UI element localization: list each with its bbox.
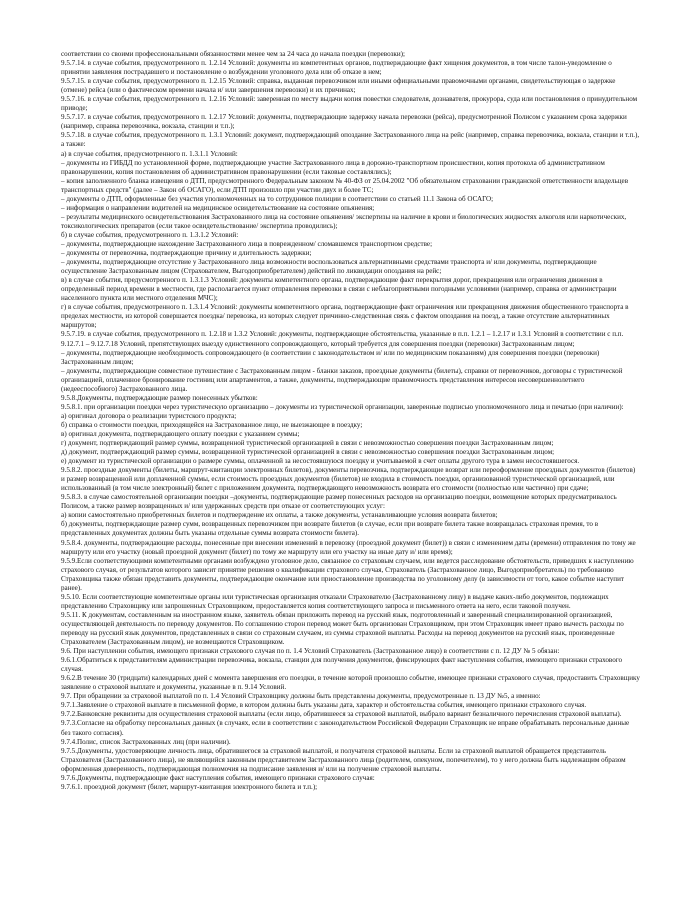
document-line: е) документ из туристической организации о размере суммы, оплаченной за несостоявшуюся поездку и учитываемой в счет оплаты другого тура в замен несостоявшегося. [61, 457, 580, 466]
document-line: – документы о ДТП, оформленные без участия уполномоченных на то сотрудников полиции в соответствии со статьей 11.1 Закона об ОСАГО; [61, 194, 494, 203]
document-line: 9.7. При обращении за страховой выплатой по п. 1.4 Условий Страховщику должны быть представлены документы, предусмотренные п. 13 ДУ №5, а именно: [61, 692, 541, 701]
document-line: 9.6.2.В течение 30 (тридцати) календарных дней с момента завершения его поездки, в течение которой произошло событие, имеющее признаки страхового случая, предоставить Страховщику заявление о страховой выплате и документы, указанные в п. 9.14 Условий. [61, 674, 640, 692]
document-line: 9.5.8.4. документы, подтверждающие расходы, понесенные при внесении изменений в перевозку (проездной документ (билет)) в связи с изменением даты (времени) отправления по тому же маршруту или его участку (новый проездной документ (билет) по тому же маршруту или его участку на иные дату и/ или время); [61, 538, 636, 556]
document-line: 9.5.7.18. в случае события, предусмотренного п. 1.3.1 Условий: документ, подтверждающий опоздание Застрахованного лица на рейс (например, справка перевозчика, вокзала, станции и т.п.), а также: [61, 131, 640, 149]
document-line: 9.5.9.Если соответствующими компетентными органами возбуждено уголовное дело, связанное со страховым случаем, или ведется расследование обстоятельств, приведших к наступлению страхового случая, от результатов которого зависит принятие решения о квалификации страхового случая, Страхователь (Застрахованное лицо, Выгодоприобретатель) по требованию Страховщика также обязан представить документы, подтверждающие окончание или приостановление производства по уголовному делу (в зависимости от того, какое событие наступит ранее). [61, 556, 634, 592]
document-line: 9.5.8.Документы, подтверждающие размер понесенных убытков: [61, 393, 258, 402]
document-line: – документы из ГИБДД по установленной форме, подтверждающие участие Застрахованного лица в дорожно-транспортном происшествии, копия протокола об административном правонарушении, копия постановления об административном правонарушении (если таковые составлялись); [61, 158, 605, 176]
document-line: б) документы, подтверждающие размер сумм, возвращенных перевозчиком при возврате билетов (в случае, если при возврате билета также возвращалась страховая премия, то в представленных документах должны быть указаны отдельные суммы возврата стоимости билета). [61, 520, 599, 538]
document-line: 9.7.5.Документы, удостоверяющие личность лица, обратившегося за страховой выплатой, и получателя страховой выплаты. Если за страховой выплатой обращается представитель Страхователя (Застрахованного лица), не являющийся законным представителем Застрахованного лица (родителем, опекуном, попечителем), то у него должна быть надлежащим образом оформленная доверенность, подтверждающая полномочия на подписание заявления и/ или на получение страховой выплаты. [61, 746, 626, 773]
document-line: в) оригинал документа, подтверждающего оплату поездки с указанием суммы; [61, 429, 300, 438]
document-line: 9.5.8.1. при организации поездки через туристическую организацию – документы из туристической организации, заверенные подписью уполномоченного лица и печатью (при наличии): [61, 402, 624, 411]
document-line: 9.5.10. Если соответствующие компетентные органы или туристическая организация отказали Страхователю (Застрахованному лицу) в выдаче каких-либо документов, подлежащих представлению Страховщику или запрошенных Страховщиком, предоставляется копия соответствующего запроса и письменного ответа на него, если таковой получен. [61, 592, 609, 610]
document-line: 9.7.3.Согласие на обработку персональных данных (в случаях, если в соответствии с законодательством Российской Федерации Страховщик не вправе обрабатывать персональные данные без такого согласия). [61, 719, 630, 737]
document-line: б) справка о стоимости поездки, приходящейся на Застрахованное лицо, не выезжающее в поездку; [61, 420, 363, 429]
document-line: 9.5.8.2. проездные документы (билеты, маршрут-квитанции электронных билетов), документы перевозчика, подтверждающие возврат или переоформление проездных документов (билетов) и размер возвращенной или доплаченной суммы, если стоимость проездных документов (билетов) не входила в стоимость поездки, организованной туристической организацией, или использованный (в том числе электронный) билет с приложением документа, подтверждающего невозможность возврата его стоимости (полностью или частично) при сдаче; [61, 466, 636, 493]
document-line: а) оригинал договора о реализации туристского продукта; [61, 411, 237, 420]
document-line: 9.5.7.15. в случае события, предусмотренного п. 1.2.15 Условий: справка, выданная перевозчиком или иными официальными правомочными органами, свидетельствующая о задержке (отмене) рейса (или о фактическом времени начала и/ или завершения перевозки) и их причинах; [61, 77, 616, 95]
document-line: – документы, подтверждающие отсутствие у Застрахованного лица возможности воспользоваться альтернативными средствами транспорта и/ или документы, подтверждающие осуществление Застрахованным лицом (Страхователем, Выгодоприобретателем) действий по ликвидации опоздания на рейс; [61, 258, 597, 276]
document-line: 9.5.8.3. в случае самостоятельной организации поездки –документы, подтверждающие размер понесенных расходов на организацию поездки, возмещение которых предусматривалось Полисом, а также размер возвращенных и/ или удержанных средств при отказе от соответствующих услуг: [61, 493, 617, 511]
document-line: г) в случае события, предусмотренного п. 1.3.1.4 Условий: документы компетентного органа, подтверждающие факт ограничения или прекращения движения общественного транспорта в пределах местности, из которой совершается поездка/ перевозка, из которых следует причинно-следственная связь с фактом опоздания на поезд, а также отсутствие альтернативных маршрутов; [61, 303, 629, 330]
document-line: 9.6. При наступлении события, имеющего признаки страхового случая по п. 1.4 Условий Страхователь (Застрахованное лицо) в соответствии с п. 12 ДУ № 5 обязан: [61, 647, 560, 656]
document-line: – информация о направлении водителей на медицинское освидетельствование на состояние опьянения; [61, 203, 375, 212]
document-line: – документы, подтверждающие нахождение Застрахованного лица в поврежденном/ сломавшемся транспортном средстве; [61, 239, 433, 248]
document-line: 9.7.6.Документы, подтверждающие факт наступления события, имеющего признаки страхового случая: [61, 773, 375, 782]
document-line: соответствии со своими профессиональными обязанностями менее чем за 24 часа до начала поездки (перевозки); [61, 50, 405, 58]
document-line: в) в случае события, предусмотренного п. 1.3.1.3 Условий: документы компетентного органа, подтверждающие факт перекрытия дорог, прекращения или ограничения движения в определенный период времени в местности, где располагается пункт отправления перевозки в связи с неблагоприятными погодными условиями (например, справка от администрации населенного пункта или местного отделения МЧС); [61, 276, 617, 303]
document-line: а) в случае события, предусмотренного п. 1.3.1.1 Условий: [61, 149, 238, 158]
document-line: 9.5.7.17. в случае события, предусмотренного п. 1.2.17 Условий: документы, подтверждающие задержку начала перевозки (рейса), предусмотренной Полисом с указанием срока задержки (например, справка перевозчика, вокзала, станции и т.п.); [61, 113, 627, 131]
document-line: 9.5.11. К документам, составленным на иностранном языке, заявитель обязан приложить перевод на русский язык, подготовленный и заверенный специализированной организацией, осуществляющей деятельность по переводу документов. По соглашению сторон перевод может быть организован Страховщиком, при этом Страховщик имеет право вычесть расходы по переводу на русский язык документов, представленных в связи со страховым случаем, из суммы страховой выплаты. Расходы на перевод документов на русский язык, произведенные Страхователем (Застрахованным лицом), не возмещаются Страховщиком. [61, 610, 624, 647]
document-line: а) копии самостоятельно приобретенных билетов и подтверждение их оплаты, а также документы, устанавливающие условия возврата билетов; [61, 511, 498, 520]
insurance-terms-text [61, 50, 640, 792]
document-line: 9.5.7.19. в случае события, предусмотренного п. 1.2.18 и 1.3.2 Условий: документы, подтверждающие обстоятельства, указанные в п.п. 1.2.1 – 1.2.17 и 1.3.1 Условий в соответствии с п.п. 9.12.7.1 – 9.12.7.18 Условий, препятствующих выезду единственного сопровождающего, который требуется для совершения поездки (перевозки) Застрахованным лицом; [61, 330, 624, 348]
document-line: 9.6.1.Обратиться к представителям администрации перевозчика, вокзала, станции для получения документов, фиксирующих факт наступления события, имеющего признаки страхового случая. [61, 656, 623, 674]
document-line: – копия заполненного бланка извещения о ДТП, предусмотренного Федеральным законом № 40-ФЗ от 25.04.2002 "Об обязательном страховании гражданской ответственности владельцев транспортных средств" (далее – Закон об ОСАГО), если ДТП произошло при участии двух и более ТС; [61, 176, 629, 194]
document-line: 9.7.6.1. проездной документ (билет, маршрут-квитанция электронного билета и т.п.); [61, 782, 318, 791]
document-line: – результаты медицинского освидетельствования Застрахованного лица на состояние опьянения/ экспертизы на наличие в крови и биологических жидкостях алкоголя или наркотических, токсикологических препаратов (если такое освидетельствование/ экспертиза проводились); [61, 212, 627, 230]
document-line: д) документ, подтверждающий размер суммы, возвращенной туристической организацией в связи с невозможностью совершения поездки Застрахованным лицом; [61, 448, 555, 457]
document-line: г) документ, подтверждающий размер суммы, возвращенной туристической организацией в связи с невозможностью совершения поездки Застрахованным лицом; [61, 439, 554, 448]
document-line: – документы от перевозчика, подтверждающие причину и длительность задержки; [61, 249, 312, 258]
document-line: 9.7.4.Полис, список Застрахованных лиц (при наличии). [61, 737, 231, 746]
document-line: б) в случае события, предусмотренного п. 1.3.1.2 Условий: [61, 230, 239, 239]
document-line: 9.5.7.16. в случае события, предусмотренного п. 1.2.16 Условий: заверенная по месту выдачи копия повестки следователя, дознавателя, прокурора, суда или постановления о принудительном приводе; [61, 95, 638, 113]
document-line: – документы, подтверждающие совместное путешествие с Застрахованным лицом - бланки заказов, проездные документы (билеты), справки от перевозчиков, договоры с туристической организацией, оплаченное бронирование гостиниц или апартаментов, а также, документы, подтверждающие правомочность представления интересов несовершеннолетнего (недееспособного) Застрахованного лица. [61, 366, 623, 393]
document-line: 9.7.1.Заявление о страховой выплате в письменной форме, в котором должны быть указаны дата, характер и обстоятельства события, имеющего признаки страхового случая. [61, 701, 587, 710]
document-line: 9.5.7.14. в случае события, предусмотренного п. 1.2.14 Условий: документы из компетентных органов, подтверждающие факт хищения документов, в том числе талон-уведомление о принятии заявления пострадавшего и постановление о возбуждении уголовного дела или об отказе в нем; [61, 59, 612, 77]
document-line: 9.7.2.Банковские реквизиты для осуществления страховой выплаты (если лицо, обратившееся за страховой выплатой, выбрало вариант безналичного перечисления страховой выплаты). [61, 710, 622, 719]
document-line: – документы, подтверждающие необходимость сопровождающего (в соответствии с законодательством и/ или по медицинским показаниям) для совершения поездки (перевозки) Застрахованным лицом; [61, 348, 600, 366]
